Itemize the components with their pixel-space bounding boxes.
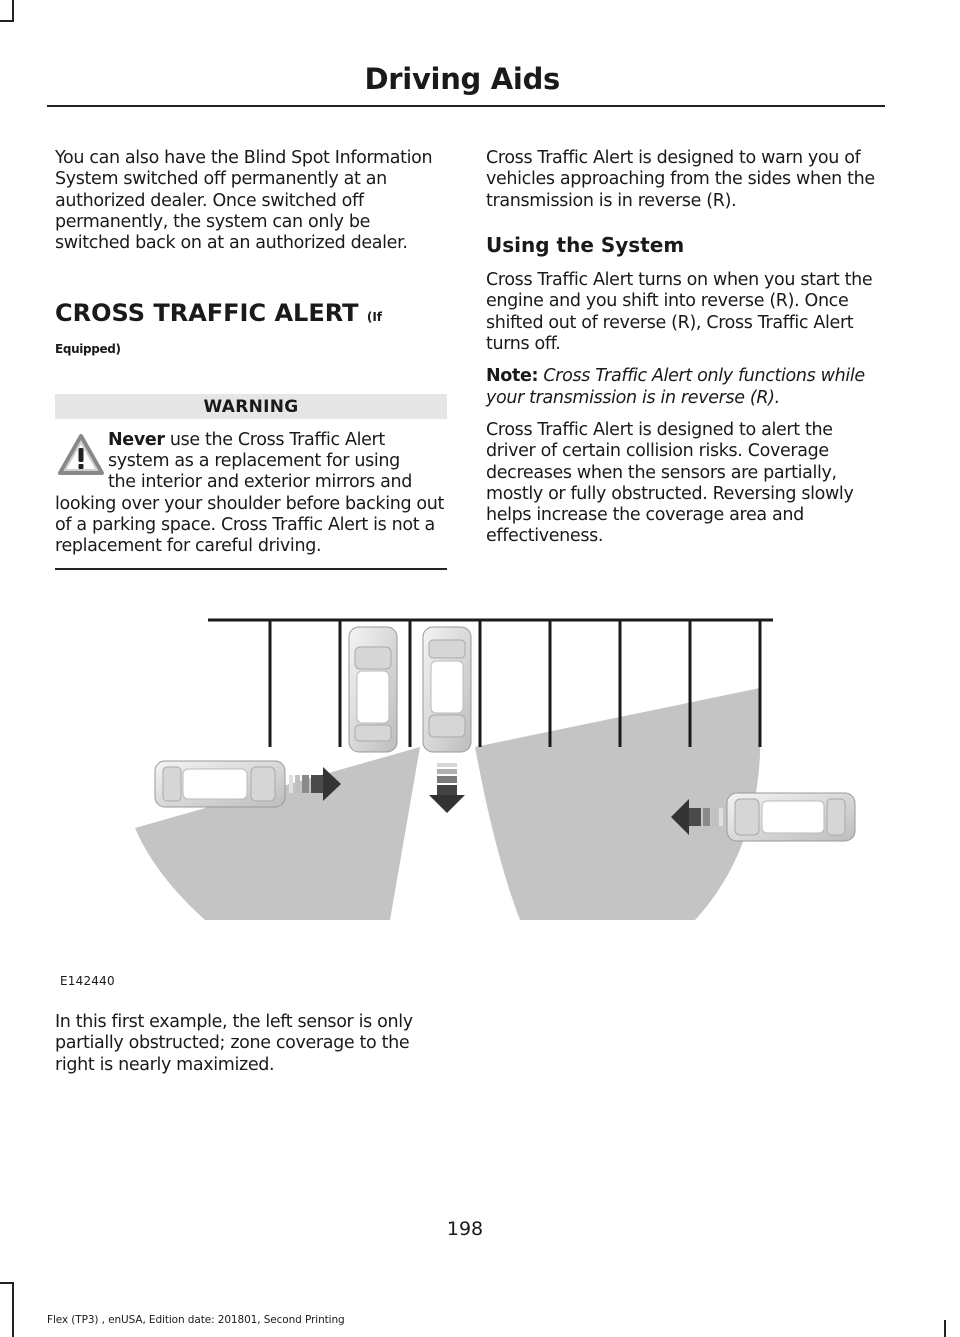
right-approaching-car bbox=[727, 793, 855, 841]
header-rule bbox=[47, 105, 885, 107]
warning-text-rest: looking over your shoulder before backing out of a parking space. Cross Traffic Alert is not a replacement for careful driving. bbox=[55, 493, 445, 557]
right-paragraph-3: Cross Traffic Alert is designed to alert the driver of certain collision risks. Coverage decreases when the sensors are partially, mostly or fully obstructed. Reversing slowly helps increase the coverage area and effectiveness. bbox=[486, 419, 854, 547]
warning-box bbox=[55, 394, 447, 570]
left-approaching-car bbox=[155, 761, 285, 807]
right-paragraph-2: Cross Traffic Alert turns on when you start the engine and you shift into reverse (R). Once shifted out of reverse (R), Cross Traffic Alert turns off. bbox=[486, 270, 873, 355]
warning-line-1-text: use the Cross Traffic Alert bbox=[164, 429, 385, 450]
section-title-equipped: Equipped) bbox=[55, 342, 121, 357]
crop-mark-bottom-left-h bbox=[0, 1282, 14, 1284]
warning-lead-word: Never bbox=[108, 429, 165, 450]
using-system-heading: Using the System bbox=[486, 232, 685, 257]
intro-paragraph: You can also have the Blind Spot Information System switched off permanently at an authorized dealer. Once switched off permanently, the system can only be switched back on at an authorized dealer. bbox=[55, 148, 433, 254]
figure-caption: In this first example, the left sensor is only partially obstructed; zone coverage to the right is nearly maximized. bbox=[55, 1012, 413, 1075]
right-column bbox=[486, 148, 878, 559]
footer-info: Flex (TP3) , enUSA, Edition date: 201801, Second Printing bbox=[47, 1314, 345, 1326]
page-header-title: Driving Aids bbox=[364, 62, 560, 96]
section-title-text: CROSS TRAFFIC ALERT bbox=[55, 299, 359, 328]
warning-line-3: the interior and exterior mirrors and bbox=[108, 472, 412, 493]
reverse-arrow-icon bbox=[429, 763, 465, 813]
note-paragraph bbox=[486, 366, 878, 409]
cross-traffic-diagram bbox=[55, 595, 885, 995]
right-coverage-zone bbox=[475, 688, 760, 920]
crop-mark-top-left-v bbox=[12, 0, 14, 22]
warning-line-2: system as a replacement for using bbox=[108, 451, 400, 472]
section-title-suffix: (If bbox=[366, 310, 383, 325]
left-column bbox=[55, 148, 447, 570]
crop-mark-top-left-h bbox=[0, 20, 14, 22]
warning-heading: WARNING bbox=[55, 394, 447, 419]
warning-triangle-icon bbox=[57, 433, 105, 477]
warning-line-1 bbox=[55, 430, 447, 451]
warning-body bbox=[55, 419, 447, 570]
note-text: Cross Traffic Alert only functions while your transmission is in reverse (R). bbox=[486, 366, 865, 408]
crop-mark-bottom-left-v bbox=[12, 1282, 14, 1337]
reversing-car bbox=[423, 627, 471, 752]
crop-mark-bottom-right-v bbox=[944, 1320, 946, 1337]
right-paragraph-1: Cross Traffic Alert is designed to warn you of vehicles approaching from the sides when the transmission is in reverse (R). bbox=[486, 148, 875, 211]
parked-car bbox=[349, 627, 397, 752]
page-number: 198 bbox=[446, 1218, 484, 1240]
note-label: Note: bbox=[486, 366, 539, 387]
section-title bbox=[55, 299, 447, 331]
figure-code: E142440 bbox=[60, 974, 115, 988]
